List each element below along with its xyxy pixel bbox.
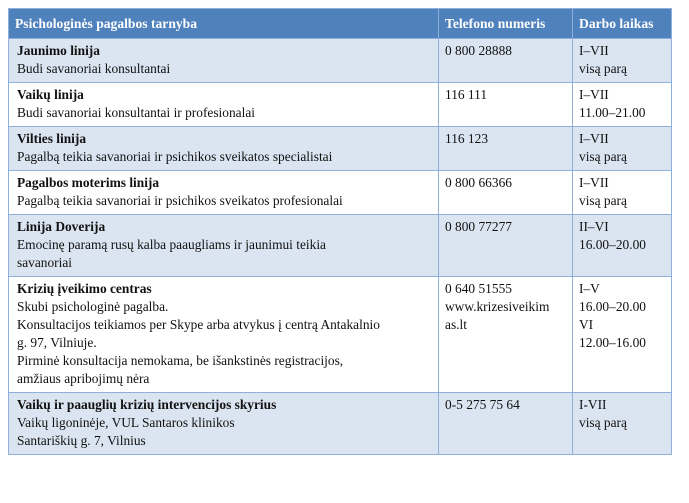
working-hours: I–VII bbox=[579, 43, 609, 58]
header-phone: Telefono numeris bbox=[439, 9, 573, 39]
service-cell bbox=[9, 171, 439, 215]
service-description: Pagalbą teikia savanoriai ir psichikos sveikatos profesionalai bbox=[17, 193, 343, 208]
working-hours: II–VI bbox=[579, 219, 609, 234]
working-hours: 11.00–21.00 bbox=[579, 105, 646, 120]
service-name: Vaikų ir paauglių krizių intervencijos skyrius bbox=[17, 397, 277, 412]
header-hours: Darbo laikas bbox=[573, 9, 672, 39]
document-page bbox=[8, 8, 672, 455]
service-description: Vaikų ligoninėje, VUL Santaros klinikos bbox=[17, 415, 235, 430]
service-cell bbox=[9, 215, 439, 277]
hours-cell bbox=[573, 171, 672, 215]
service-name: Vaikų linija bbox=[17, 87, 84, 102]
working-hours: 16.00–20.00 bbox=[579, 299, 646, 314]
service-description: Pagalbą teikia savanoriai ir psichikos sveikatos specialistai bbox=[17, 149, 333, 164]
service-description: Konsultacijos teikiamos per Skype arba atvykus į centrą Antakalnio bbox=[17, 317, 380, 332]
working-hours: I–VII bbox=[579, 87, 609, 102]
service-description: amžiaus apribojimų nėra bbox=[17, 371, 150, 386]
working-hours: VI bbox=[579, 317, 594, 332]
working-hours: I-VII bbox=[579, 397, 607, 412]
phone-cell bbox=[439, 127, 573, 171]
service-description: Budi savanoriai konsultantai bbox=[17, 61, 171, 76]
hours-cell bbox=[573, 127, 672, 171]
table-body bbox=[9, 39, 672, 455]
working-hours: I–VII bbox=[579, 175, 609, 190]
working-hours: visą parą bbox=[579, 415, 627, 430]
phone-number: 0-5 275 75 64 bbox=[445, 397, 520, 412]
phone-number: 116 111 bbox=[445, 87, 488, 102]
service-cell bbox=[9, 277, 439, 393]
working-hours: I–VII bbox=[579, 131, 609, 146]
hours-cell bbox=[573, 83, 672, 127]
service-cell bbox=[9, 83, 439, 127]
working-hours: visą parą bbox=[579, 61, 627, 76]
table-row bbox=[9, 83, 672, 127]
header-row bbox=[9, 9, 672, 39]
service-description: Santariškių g. 7, Vilnius bbox=[17, 433, 146, 448]
working-hours: 12.00–16.00 bbox=[579, 335, 646, 350]
phone-number: 116 123 bbox=[445, 131, 489, 146]
phone-cell bbox=[439, 393, 573, 455]
phone-number: as.lt bbox=[445, 317, 467, 332]
phone-cell bbox=[439, 277, 573, 393]
service-name: Jaunimo linija bbox=[17, 43, 100, 58]
phone-cell bbox=[439, 171, 573, 215]
service-description: Budi savanoriai konsultantai ir profesionalai bbox=[17, 105, 255, 120]
table-row bbox=[9, 39, 672, 83]
table-row bbox=[9, 277, 672, 393]
working-hours: visą parą bbox=[579, 193, 627, 208]
phone-cell bbox=[439, 39, 573, 83]
service-description: g. 97, Vilniuje. bbox=[17, 335, 97, 350]
working-hours: 16.00–20.00 bbox=[579, 237, 646, 252]
hours-cell bbox=[573, 277, 672, 393]
table-row bbox=[9, 127, 672, 171]
table-row bbox=[9, 171, 672, 215]
header-service: Psichologinės pagalbos tarnyba bbox=[9, 9, 439, 39]
working-hours: visą parą bbox=[579, 149, 627, 164]
service-description: Emocinę paramą rusų kalba paaugliams ir jaunimui teikia bbox=[17, 237, 326, 252]
service-name: Pagalbos moterims linija bbox=[17, 175, 160, 190]
service-cell bbox=[9, 39, 439, 83]
service-cell bbox=[9, 393, 439, 455]
hours-cell bbox=[573, 215, 672, 277]
phone-number: 0 640 51555 bbox=[445, 281, 512, 296]
service-description: Pirminė konsultacija nemokama, be išankstinės registracijos, bbox=[17, 353, 344, 368]
service-description: Skubi psichologinė pagalba. bbox=[17, 299, 169, 314]
hours-cell bbox=[573, 39, 672, 83]
table-row bbox=[9, 215, 672, 277]
service-name: Linija Doverija bbox=[17, 219, 106, 234]
phone-number: 0 800 77277 bbox=[445, 219, 512, 234]
phone-number: 0 800 28888 bbox=[445, 43, 512, 58]
services-table bbox=[8, 8, 672, 455]
service-cell bbox=[9, 127, 439, 171]
phone-cell bbox=[439, 215, 573, 277]
phone-cell bbox=[439, 83, 573, 127]
phone-number: 0 800 66366 bbox=[445, 175, 512, 190]
working-hours: I–V bbox=[579, 281, 600, 296]
phone-number: www.krizesiveikim bbox=[445, 299, 550, 314]
service-name: Krizių įveikimo centras bbox=[17, 281, 152, 296]
service-description: savanoriai bbox=[17, 255, 73, 270]
service-name: Vilties linija bbox=[17, 131, 87, 146]
hours-cell bbox=[573, 393, 672, 455]
table-row bbox=[9, 393, 672, 455]
